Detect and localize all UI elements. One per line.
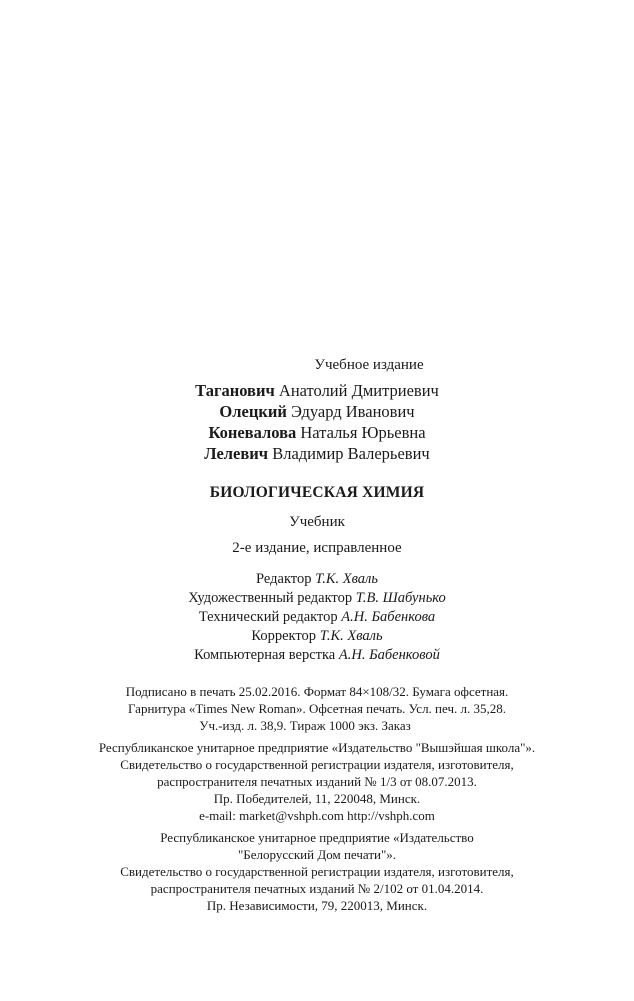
credit-line (0, 571, 634, 588)
credit-role: Редактор (256, 571, 312, 587)
credit-line (0, 647, 634, 664)
printer-line: Республиканское унитарное предприятие «Издательство (160, 830, 474, 845)
printer-line: распространителя печатных изданий № 2/102 от 01.04.2014. (150, 881, 484, 896)
author-surname: Таганович (195, 381, 275, 400)
print-info-line: Гарнитура «Times New Roman». Офсетная печать. Усл. печ. л. 35,28. (127, 701, 506, 716)
credit-line (0, 609, 634, 626)
author-surname: Коневалова (208, 423, 297, 442)
author-name: Эдуард Иванович (290, 402, 415, 421)
credit-role: Корректор (251, 628, 317, 644)
credit-role: Технический редактор (198, 609, 338, 625)
credit-line (0, 590, 634, 607)
print-info-line: Уч.-изд. л. 38,9. Тираж 1000 экз. Заказ (199, 718, 411, 733)
credit-line (0, 628, 634, 645)
credit-person: А.Н. Бабенковой (338, 647, 440, 663)
publisher-contacts: e-mail: market@vshph.com http://vshph.com (199, 808, 435, 823)
printer-line: Пр. Независимости, 79, 220013, Минск. (206, 898, 428, 913)
publisher-line: Пр. Победителей, 11, 220048, Минск. (213, 791, 421, 806)
credit-role: Художественный редактор (188, 590, 353, 606)
author-line (0, 444, 634, 464)
publisher-line: Республиканское унитарное предприятие «Издательство "Вышэйшая школа"». (98, 740, 536, 755)
credit-person: Т.В. Шабунько (355, 590, 446, 606)
printer-line: Свидетельство о государственной регистрации издателя, изготовителя, (120, 864, 514, 879)
credit-person: Т.К. Хваль (315, 571, 378, 587)
author-line (0, 402, 634, 422)
book-title: БИОЛОГИЧЕСКАЯ ХИМИЯ (209, 484, 425, 501)
publisher-line: распространителя печатных изданий № 1/3 от 08.07.2013. (157, 774, 477, 789)
book-type: Учебник (289, 514, 345, 530)
print-info-line: Подписано в печать 25.02.2016. Формат 84×108/32. Бумага офсетная. (125, 684, 509, 699)
author-surname: Олецкий (219, 402, 287, 421)
author-name: Анатолий Дмитриевич (278, 381, 439, 400)
printer-line: "Белорусский Дом печати"». (237, 847, 397, 862)
author-line (0, 381, 634, 401)
author-line (0, 423, 634, 443)
author-name: Наталья Юрьевна (300, 423, 426, 442)
edition-type: Учебное издание (314, 357, 424, 373)
credit-person: Т.К. Хваль (319, 628, 383, 644)
author-surname: Лелевич (204, 444, 269, 463)
credit-role: Компьютерная верстка (194, 647, 336, 663)
author-name: Владимир Валерьевич (272, 444, 430, 463)
credit-person: А.Н. Бабенкова (341, 609, 436, 625)
publisher-line: Свидетельство о государственной регистрации издателя, изготовителя, (120, 757, 514, 772)
edition-note: 2-е издание, исправленное (232, 540, 402, 556)
